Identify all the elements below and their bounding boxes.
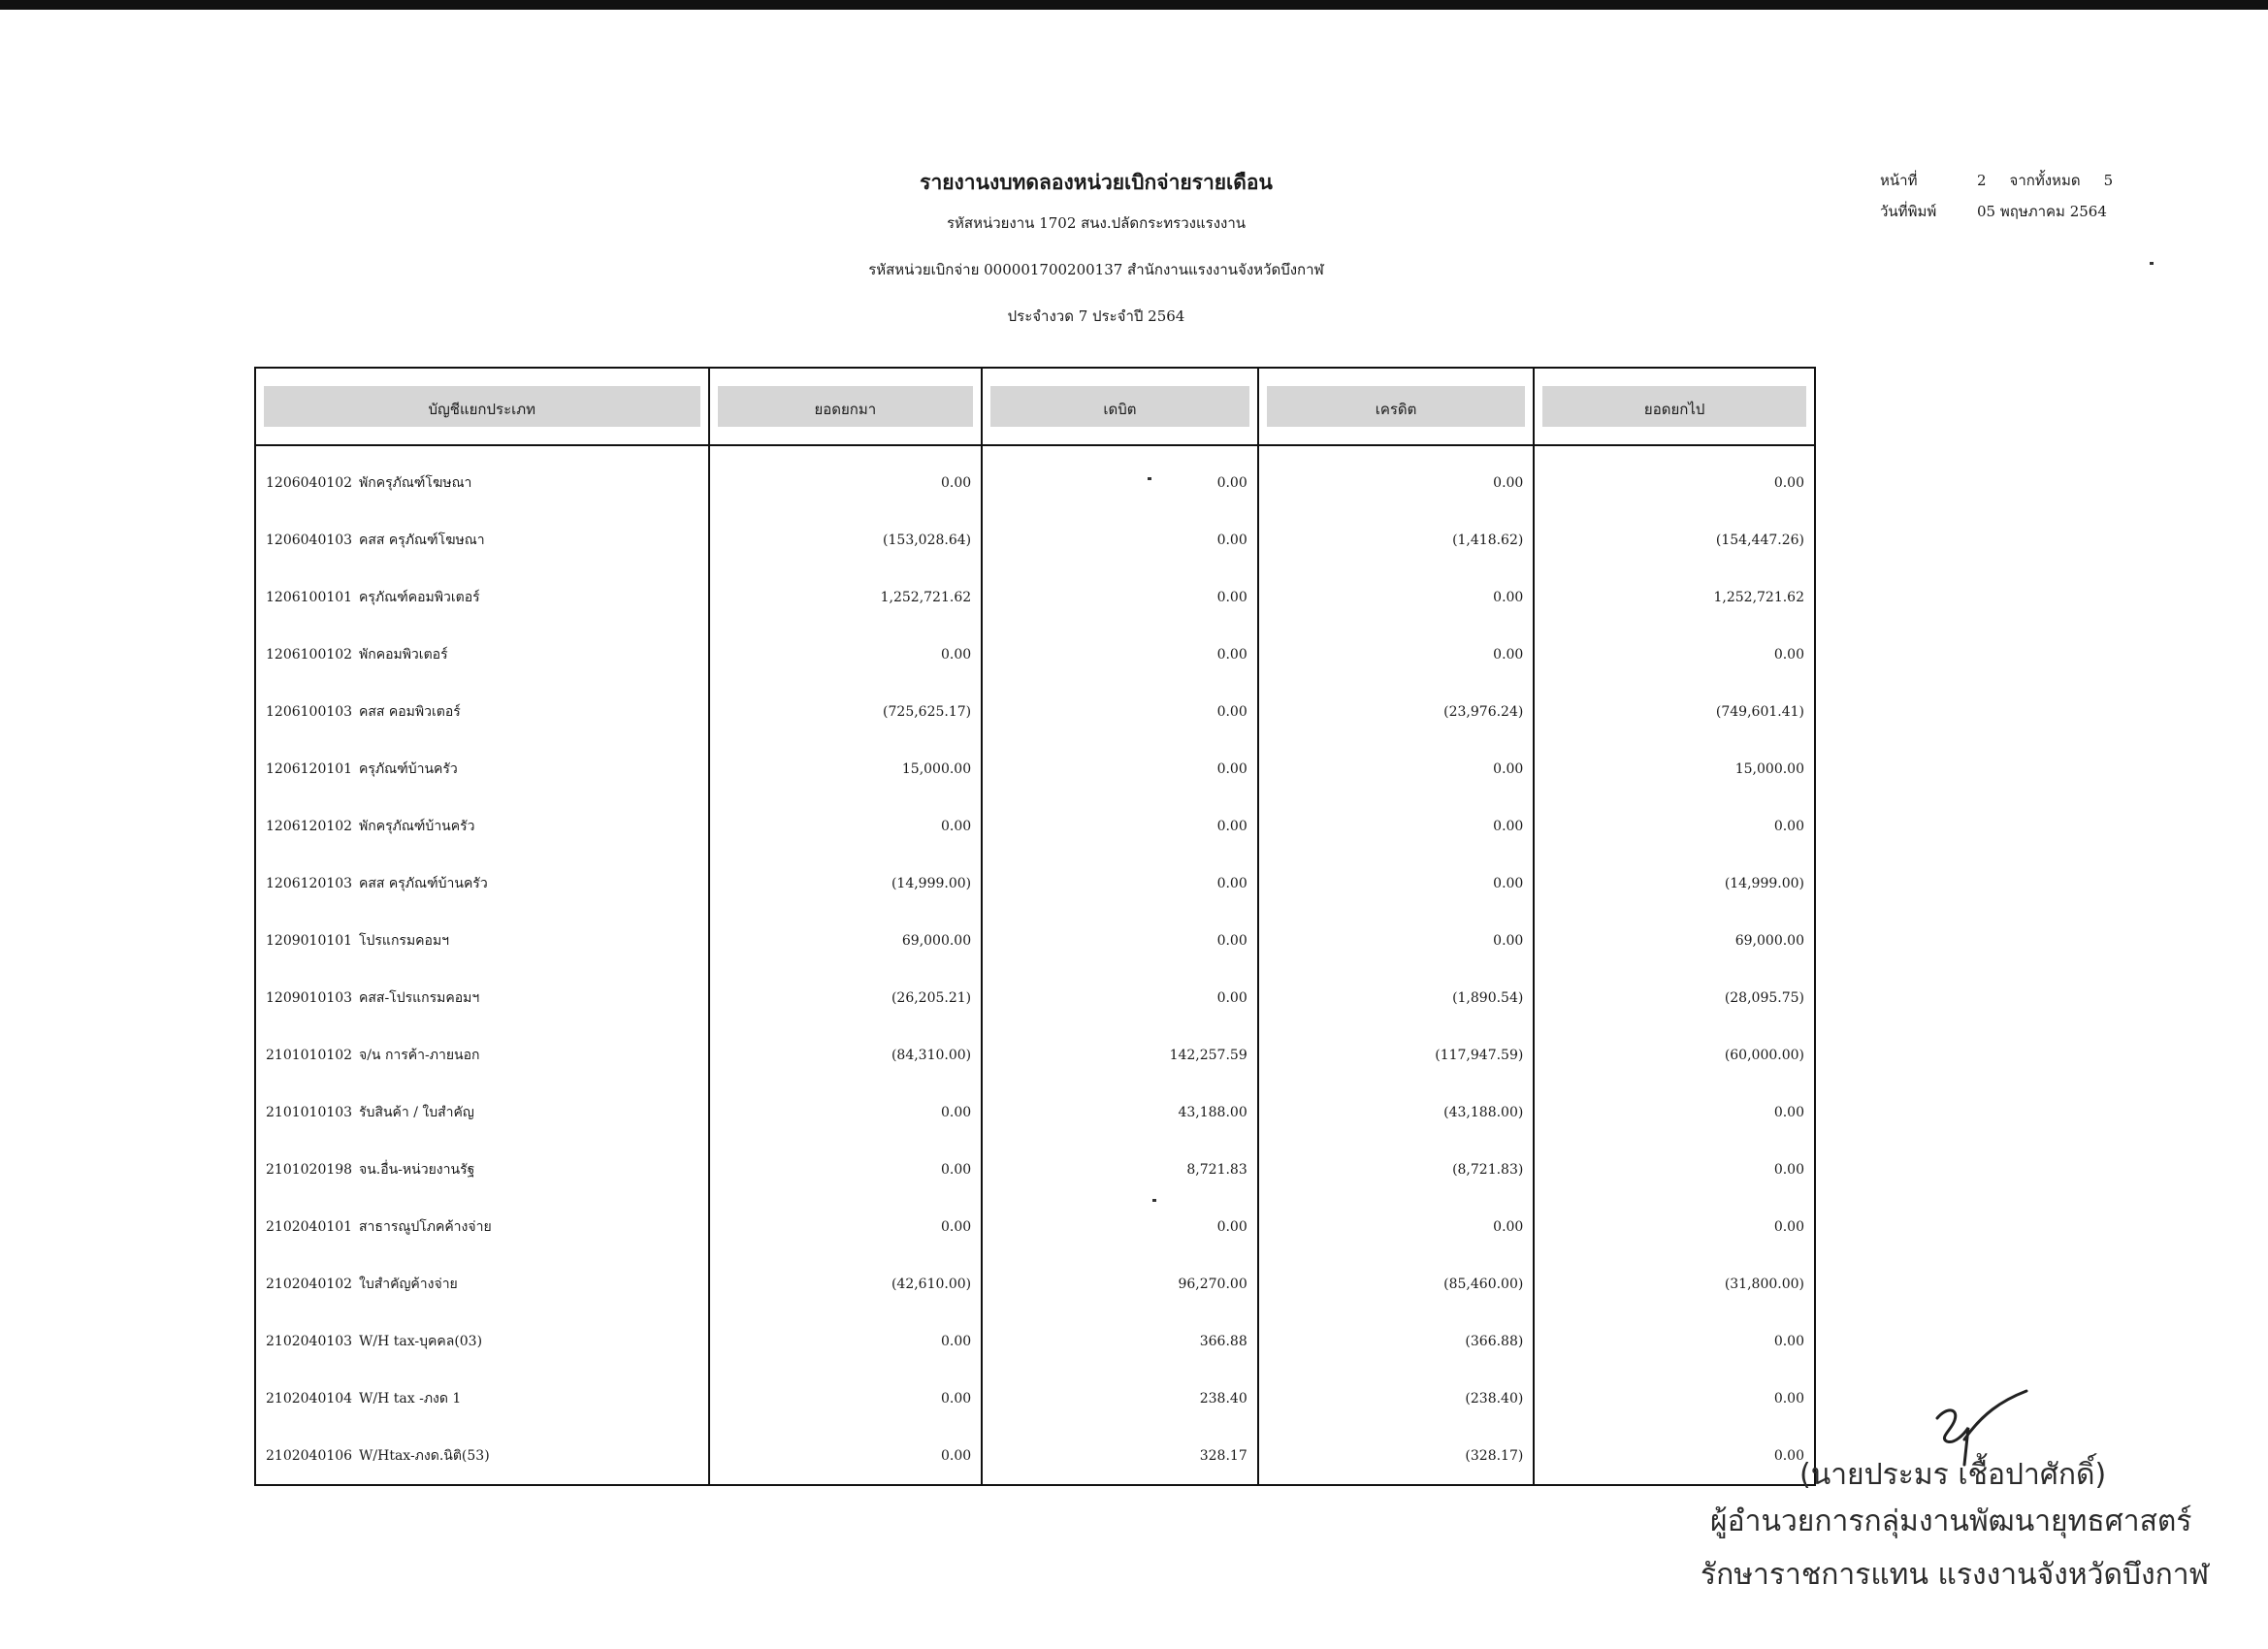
credit-cell: (366.88) [1258,1312,1535,1370]
carried-forward-cell: 0.00 [1534,1370,1815,1427]
brought-forward-cell: 0.00 [709,1083,983,1141]
credit-cell: (43,188.00) [1258,1083,1535,1141]
carried-forward-cell: 0.00 [1534,797,1815,855]
account-cell [255,855,709,912]
carried-forward-cell: (154,447.26) [1534,511,1815,568]
table-row [255,1083,1815,1141]
debit-cell: 43,188.00 [982,1083,1258,1141]
header-debit: เดบิต [982,368,1258,445]
header-credit: เครดิต [1258,368,1535,445]
account-cell [255,1198,709,1255]
table-row [255,1141,1815,1198]
scan-speck [2150,262,2154,265]
account-cell [255,1083,709,1141]
account-code: 1206040103 [266,532,353,548]
account-cell [255,797,709,855]
account-cell [255,1312,709,1370]
account-name: รับสินค้า / ใบสำคัญ [359,1104,474,1120]
table-row [255,1026,1815,1083]
account-code: 2102040104 [266,1390,353,1406]
account-code: 2102040101 [266,1218,353,1235]
total-pages: 5 [2103,172,2114,189]
account-cell [255,445,709,511]
account-code: 1206100103 [266,703,353,720]
brought-forward-cell: 0.00 [709,1370,983,1427]
account-code: 1206120102 [266,818,353,834]
carried-forward-cell: (31,800.00) [1534,1255,1815,1312]
carried-forward-cell: 0.00 [1534,1141,1815,1198]
account-code: 2102040106 [266,1447,353,1464]
account-cell [255,1427,709,1485]
brought-forward-cell: 0.00 [709,445,983,511]
account-name: จน.อื่น-หน่วยงานรัฐ [359,1161,475,1178]
carried-forward-cell: (60,000.00) [1534,1026,1815,1083]
table-row [255,1255,1815,1312]
credit-cell: (8,721.83) [1258,1141,1535,1198]
brought-forward-cell: (14,999.00) [709,855,983,912]
table-row [255,1427,1815,1485]
table-row [255,511,1815,568]
credit-cell: 0.00 [1258,912,1535,969]
credit-cell: 0.00 [1258,1198,1535,1255]
table-row [255,683,1815,740]
scan-top-edge [0,0,2268,10]
account-cell [255,1370,709,1427]
brought-forward-cell: 0.00 [709,626,983,683]
account-name: คสส-โปรแกรมคอมฯ [359,989,480,1006]
account-name: พักคอมพิวเตอร์ [359,646,448,663]
debit-cell: 8,721.83 [982,1141,1258,1198]
account-code: 2102040102 [266,1276,353,1292]
brought-forward-cell: 0.00 [709,1198,983,1255]
credit-cell: (238.40) [1258,1370,1535,1427]
debit-cell: 0.00 [982,797,1258,855]
credit-cell: (117,947.59) [1258,1026,1535,1083]
brought-forward-cell: (26,205.21) [709,969,983,1026]
account-code: 1206120101 [266,760,353,777]
account-name: พักครุภัณฑ์บ้านครัว [359,818,475,834]
account-cell [255,1255,709,1312]
debit-cell: 0.00 [982,855,1258,912]
table-row [255,445,1815,511]
carried-forward-cell: 0.00 [1534,1083,1815,1141]
account-code: 1206100101 [266,589,353,605]
account-cell [255,969,709,1026]
credit-cell: 0.00 [1258,740,1535,797]
table-row [255,912,1815,969]
table-row [255,626,1815,683]
carried-forward-cell: (749,601.41) [1534,683,1815,740]
brought-forward-cell: 15,000.00 [709,740,983,797]
signatory-name: (นายประมร เชื้อปาศักดิ์) [1799,1458,2107,1492]
carried-forward-cell: 69,000.00 [1534,912,1815,969]
brought-forward-cell: 0.00 [709,1141,983,1198]
account-code: 1206100102 [266,646,353,663]
account-cell [255,740,709,797]
debit-cell: 142,257.59 [982,1026,1258,1083]
debit-cell: 328.17 [982,1427,1258,1485]
account-name: โปรแกรมคอมฯ [359,932,450,949]
table-row [255,1198,1815,1255]
account-cell [255,1141,709,1198]
credit-cell: (1,418.62) [1258,511,1535,568]
brought-forward-cell: 0.00 [709,797,983,855]
debit-cell: 0.00 [982,511,1258,568]
trial-balance-table [254,367,1816,1486]
print-date: 05 พฤษภาคม 2564 [1977,203,2107,220]
print-date-label: วันที่พิมพ์ [1880,203,1937,220]
credit-cell: 0.00 [1258,445,1535,511]
page-number: 2 [1977,172,1987,189]
account-name: คสส ครุภัณฑ์บ้านครัว [359,875,488,891]
account-cell [255,683,709,740]
account-code: 2101010103 [266,1104,353,1120]
period-line: ประจำงวด 7 ประจำปี 2564 [1007,307,1185,325]
credit-cell: 0.00 [1258,797,1535,855]
account-cell [255,626,709,683]
account-cell [255,912,709,969]
account-name: ครุภัณฑ์คอมพิวเตอร์ [359,589,480,605]
signatory-position: ผู้อำนวยการกลุ่มงานพัฒนายุทธศาสตร์ [1710,1504,2192,1538]
table-row [255,740,1815,797]
debit-cell: 0.00 [982,683,1258,740]
debit-cell: 366.88 [982,1312,1258,1370]
account-name: W/H tax -ภงด 1 [359,1390,462,1406]
page-label: หน้าที่ [1880,172,1918,189]
table-row [255,969,1815,1026]
table-row [255,568,1815,626]
debit-cell: 0.00 [982,626,1258,683]
account-name: พักครุภัณฑ์โฆษณา [359,474,472,491]
brought-forward-cell: (153,028.64) [709,511,983,568]
debit-cell: 0.00 [982,1198,1258,1255]
credit-cell: (23,976.24) [1258,683,1535,740]
header-brought-forward: ยอดยกมา [709,368,983,445]
debit-cell: 0.00 [982,445,1258,511]
header-carried-forward: ยอดยกไป [1534,368,1815,445]
table-row [255,1370,1815,1427]
total-label: จากทั้งหมด [2009,172,2081,189]
credit-cell: (328.17) [1258,1427,1535,1485]
account-name: คสส ครุภัณฑ์โฆษณา [359,532,485,548]
brought-forward-cell: (84,310.00) [709,1026,983,1083]
carried-forward-cell: 15,000.00 [1534,740,1815,797]
debit-cell: 0.00 [982,568,1258,626]
debit-cell: 0.00 [982,912,1258,969]
account-cell [255,568,709,626]
brought-forward-cell: 1,252,721.62 [709,568,983,626]
debit-cell: 0.00 [982,969,1258,1026]
carried-forward-cell: (14,999.00) [1534,855,1815,912]
account-cell [255,511,709,568]
account-name: ครุภัณฑ์บ้านครัว [359,760,458,777]
brought-forward-cell: 0.00 [709,1427,983,1485]
agency-line: รหัสหน่วยงาน 1702 สนง.ปลัดกระทรวงแรงงาน [946,214,1247,232]
brought-forward-cell: (725,625.17) [709,683,983,740]
account-code: 1209010101 [266,932,353,949]
table-row [255,1312,1815,1370]
credit-cell: (85,460.00) [1258,1255,1535,1312]
account-code: 1209010103 [266,989,353,1006]
credit-cell: 0.00 [1258,855,1535,912]
header-account: บัญชีแยกประเภท [255,368,709,445]
carried-forward-cell: 0.00 [1534,1198,1815,1255]
carried-forward-cell: 1,252,721.62 [1534,568,1815,626]
account-cell [255,1026,709,1083]
carried-forward-cell: 0.00 [1534,1312,1815,1370]
account-name: W/Htax-ภงด.นิติ(53) [359,1447,490,1464]
report-title: รายงานงบทดลองหน่วยเบิกจ่ายรายเดือน [920,170,1273,194]
brought-forward-cell: 69,000.00 [709,912,983,969]
account-name: W/H tax-บุคคล(03) [359,1333,483,1349]
credit-cell: 0.00 [1258,568,1535,626]
debit-cell: 0.00 [982,740,1258,797]
account-code: 1206040102 [266,474,353,491]
carried-forward-cell: (28,095.75) [1534,969,1815,1026]
credit-cell: 0.00 [1258,626,1535,683]
brought-forward-cell: (42,610.00) [709,1255,983,1312]
account-name: ใบสำคัญค้างจ่าย [359,1276,458,1292]
debit-cell: 238.40 [982,1370,1258,1427]
signatory-acting: รักษาราชการแทน แรงงานจังหวัดบึงกาฬ [1701,1558,2210,1592]
scan-speck [1148,477,1151,480]
account-name: คสส คอมพิวเตอร์ [359,703,461,720]
brought-forward-cell: 0.00 [709,1312,983,1370]
table-row [255,855,1815,912]
table-header-row [255,368,1815,445]
carried-forward-cell: 0.00 [1534,445,1815,511]
account-code: 1206120103 [266,875,353,891]
account-code: 2102040103 [266,1333,353,1349]
carried-forward-cell: 0.00 [1534,626,1815,683]
account-name: จ/น การค้า-ภายนอก [359,1047,480,1063]
carried-forward-cell: 0.00 [1534,1427,1815,1485]
debit-cell: 96,270.00 [982,1255,1258,1312]
account-code: 2101020198 [266,1161,353,1178]
disbursement-unit-line: รหัสหน่วยเบิกจ่าย 000001700200137 สำนักงานแรงงานจังหวัดบึงกาฬ [868,261,1324,278]
scan-speck [1152,1199,1156,1202]
page-info [1880,165,2113,227]
account-code: 2101010102 [266,1047,353,1063]
account-name: สาธารณูปโภคค้างจ่าย [359,1218,492,1235]
credit-cell: (1,890.54) [1258,969,1535,1026]
table-row [255,797,1815,855]
